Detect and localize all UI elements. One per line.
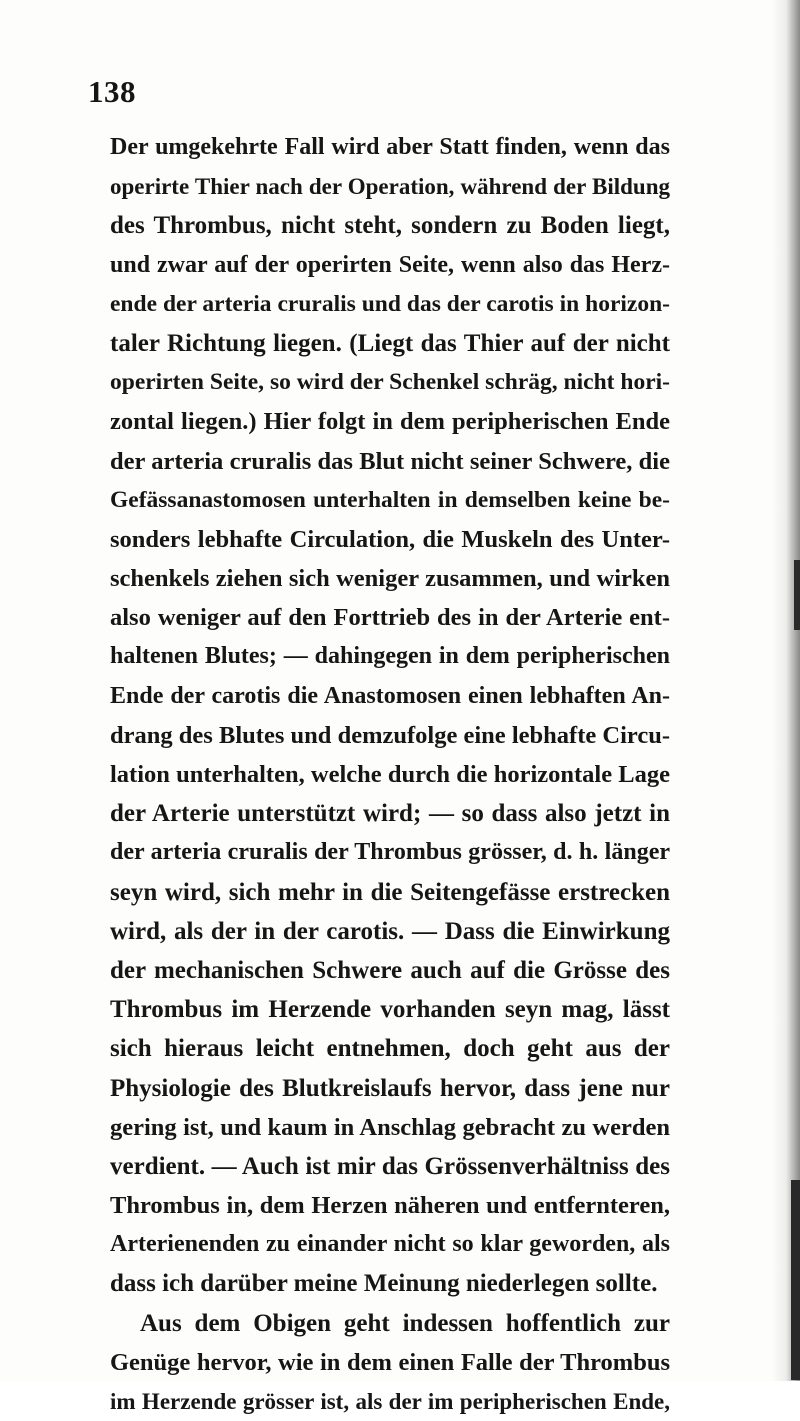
page-number: 138 xyxy=(88,74,136,109)
text-line: und zwar auf der operirten Seite, wenn also das Herz- xyxy=(110,251,670,278)
text-line: verdient. — Auch ist mir das Grössenverhältniss des xyxy=(110,1152,670,1180)
page-edge-mark xyxy=(791,1180,800,1380)
text-line: Der umgekehrte Fall wird aber Statt finden, wenn das xyxy=(110,134,670,160)
text-line: sich hieraus leicht entnehmen, doch geht aus der xyxy=(110,1035,670,1063)
text-line: seyn wird, sich mehr in die Seitengefässe erstrecken xyxy=(110,878,670,906)
text-line: Thrombus im Herzende vorhanden seyn mag, lässt xyxy=(110,996,670,1024)
text-line: Physiologie des Blutkreislaufs hervor, dass jene nur xyxy=(110,1074,670,1102)
text-line: operirten Seite, so wird der Schenkel schräg, nicht hori- xyxy=(110,369,670,396)
text-line: dass ich darüber meine Meinung niederlegen sollte. xyxy=(110,1270,658,1298)
text-line: der mechanischen Schwere auch auf die Grösse des xyxy=(110,956,670,984)
text-line: Ende der carotis die Anastomosen einen lebhaften An- xyxy=(110,682,670,709)
text-line: ende der arteria cruralis und das der carotis in horizon- xyxy=(110,290,670,317)
text-line: Arterienenden zu einander nicht so klar geworden, als xyxy=(110,1231,670,1258)
text-line: Gefässanastomosen unterhalten in demselben keine be- xyxy=(110,486,670,513)
page-edge-shadow xyxy=(772,0,800,1381)
text-line: der Arterie unterstützt wird; — so dass also jetzt in xyxy=(110,800,670,828)
text-line: operirte Thier nach der Operation, während der Bildung xyxy=(110,174,670,200)
text-line: Aus dem Obigen geht indessen hoffentlich zur xyxy=(140,1309,670,1337)
page-edge-mark xyxy=(794,560,800,630)
body-text xyxy=(110,128,670,1421)
text-line: also weniger auf den Forttrieb des in der Arterie ent- xyxy=(110,604,670,632)
text-line: haltenen Blutes; — dahingegen in dem peripherischen xyxy=(110,643,670,670)
text-line: der arteria cruralis der Thrombus grösser, d. h. länger xyxy=(110,839,670,866)
text-line: des Thrombus, nicht steht, sondern zu Boden liegt, xyxy=(110,212,670,240)
text-line: im Herzende grösser ist, als der im peripherischen Ende, xyxy=(110,1389,670,1414)
text-line: gering ist, und kaum in Anschlag gebracht zu werden xyxy=(110,1113,670,1141)
text-line: lation unterhalten, welche durch die horizontale Lage xyxy=(110,761,670,788)
text-line: drang des Blutes und demzufolge eine lebhafte Circu- xyxy=(110,721,670,749)
text-line: Thrombus in, dem Herzen näheren und entfernteren, xyxy=(110,1192,670,1220)
text-line: der arteria cruralis das Blut nicht seiner Schwere, die xyxy=(110,447,670,475)
text-line: taler Richtung liegen. (Liegt das Thier auf der nicht xyxy=(110,329,670,357)
text-line: sonders lebhafte Circulation, die Muskeln des Unter- xyxy=(110,525,670,553)
text-line: zontal liegen.) Hier folgt in dem peripherischen Ende xyxy=(110,408,670,436)
text-line: wird, als der in der carotis. — Dass die Einwirkung xyxy=(110,917,670,945)
text-line: schenkels ziehen sich weniger zusammen, und wirken xyxy=(110,565,670,593)
text-line: Genüge hervor, wie in dem einen Falle der Thrombus xyxy=(110,1348,670,1376)
